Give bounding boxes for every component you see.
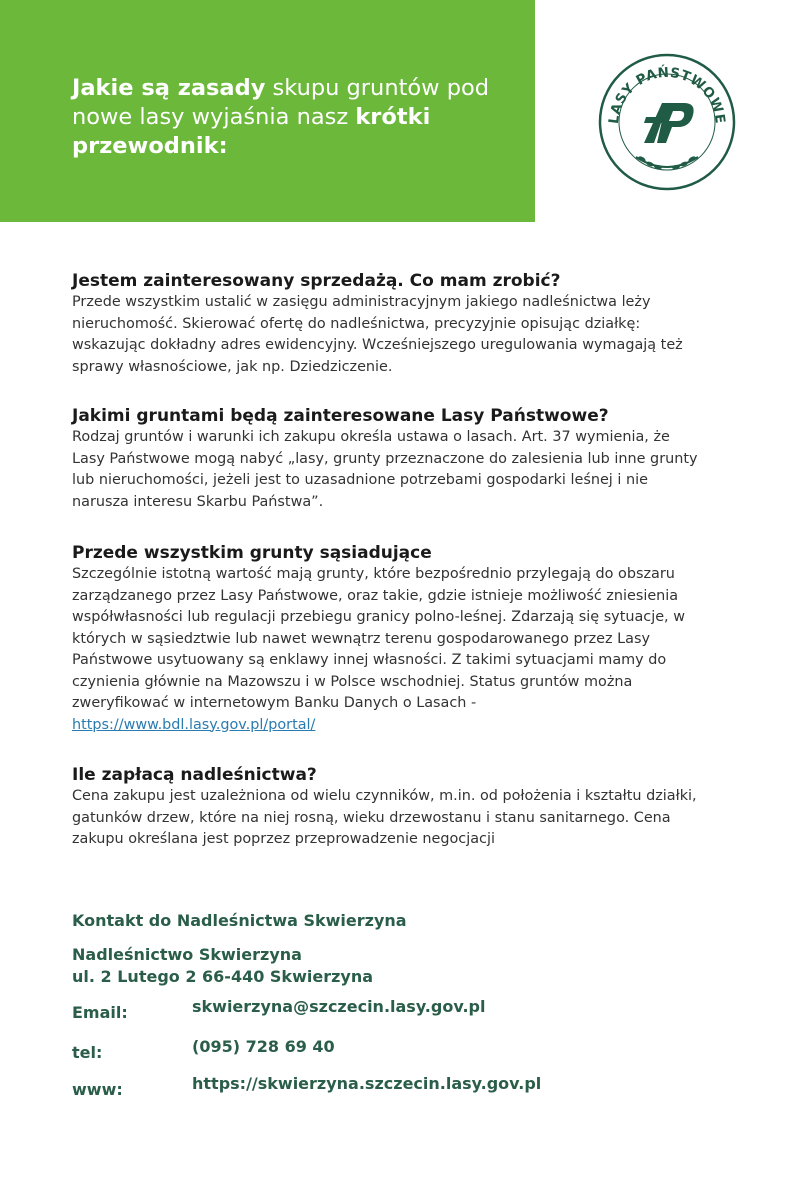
- email-label: Email:: [72, 1003, 128, 1022]
- contact-street-address: ul. 2 Lutego 2 66-440 Skwierzyna: [72, 967, 374, 986]
- tel-value[interactable]: (095) 728 69 40: [192, 1037, 335, 1056]
- section-land-types: [72, 406, 702, 513]
- bdl-portal-link[interactable]: https://www.bdl.lasy.gov.pl/portal/: [72, 716, 316, 733]
- title-bold-1: Jakie są zasady: [72, 75, 266, 101]
- section-heading: Jakimi gruntami będą zainteresowane Lasy Państwowe?: [72, 406, 609, 426]
- section-pricing: [72, 765, 702, 851]
- title-normal-1: skupu gruntów pod nowe lasy wyjaśnia nasz: [72, 75, 490, 130]
- section-heading: Przede wszystkim grunty sąsiadujące: [72, 543, 432, 563]
- section-body: Cena zakupu jest uzależniona od wielu czynników, m.in. od położenia i kształtu działki, gatunków drzew, które na niej rosną, wieku drzewostanu i stanu sanitarnego. Cena zakupu określana jest poprzez przeprowadzenie negocjacji: [72, 788, 697, 847]
- section-body: Rodzaj gruntów i warunki ich zakupu określa ustawa o lasach. Art. 37 wymienia, że Lasy Państwowe mogą nabyć „lasy, grunty przeznaczone do zalesienia lub inne grunty lub nieruchomości, jeżeli jest to uzasadnione potrzebami gospodarki leśnej i nie narusza interesu Skarbu Państwa”.: [72, 429, 698, 510]
- www-value[interactable]: https://skwierzyna.szczecin.lasy.gov.pl: [192, 1074, 542, 1093]
- contact-address-block: [72, 944, 373, 988]
- logo-emblem-icon: [596, 51, 738, 193]
- section-adjacent-land: [72, 543, 702, 736]
- svg-text:LASY PAŃSTWOWE: LASY PAŃSTWOWE: [605, 64, 729, 125]
- section-heading: Jestem zainteresowany sprzedażą. Co mam zrobić?: [72, 271, 561, 291]
- title-bold-2: krótki przewodnik:: [72, 104, 431, 159]
- tel-label: tel:: [72, 1043, 103, 1062]
- page-title: [72, 74, 512, 161]
- email-value[interactable]: skwierzyna@szczecin.lasy.gov.pl: [192, 997, 486, 1016]
- contact-name: Nadleśnictwo Skwierzyna: [72, 945, 302, 964]
- lasy-panstwowe-logo: [596, 51, 738, 193]
- www-label: www:: [72, 1080, 123, 1099]
- section-body: Przede wszystkim ustalić w zasięgu administracyjnym jakiego nadleśnictwa leży nieruchomość. Skierować ofertę do nadleśnictwa, precyzyjnie opisując działkę: wskazując dokładny adres ewidencyjny. Wcześniejszego uregulowania wymagają też sprawy własnościowe, jak np. Dziedziczenie.: [72, 294, 683, 375]
- section-selling: [72, 271, 702, 378]
- section-heading: Ile zapłacą nadleśnictwa?: [72, 765, 317, 785]
- contact-title: Kontakt do Nadleśnictwa Skwierzyna: [72, 911, 407, 930]
- section-body: [72, 564, 702, 736]
- section-body-text: Szczególnie istotną wartość mają grunty, które bezpośrednio przylegają do obszaru zarządzanego przez Lasy Państwowe, oraz takie, gdzie istnieje możliwość zniesienia współwłasności lub regulacji przebiegu granicy polno-leśnej. Zdarzają się sytuacje, w których w sąsiedztwie lub nawet wewnątrz terenu gospodarowanego przez Lasy Państwowe usytuowany są enklawy innej własności. Z takimi sytuacjami mamy do czynienia głównie na Mazowszu i w Polsce wschodniej. Status gruntów można zweryfikować w internetowym Banku Danych o Lasach -: [72, 566, 685, 711]
